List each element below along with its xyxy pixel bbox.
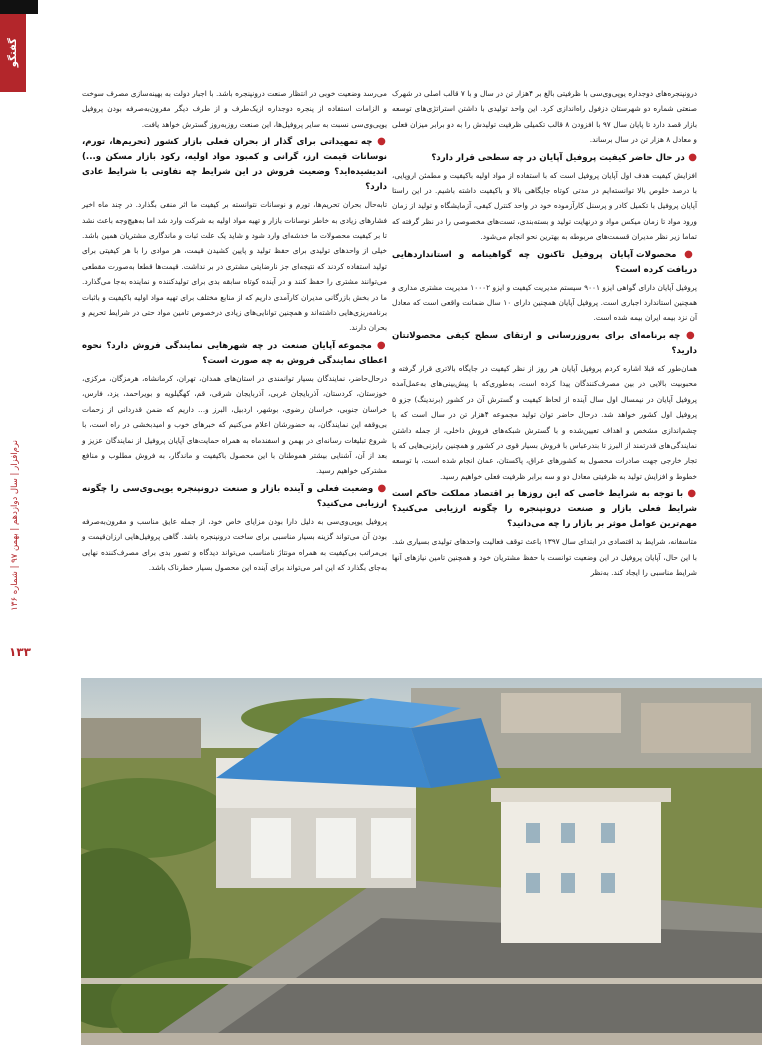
answer-paragraph [392,361,697,484]
factory-aerial-photo [81,678,762,1045]
factory-illustration [81,678,762,1045]
issue-info-text: نرم‌افزار | سال دوازدهم | بهمن ۹۷ | شماره ۱۳۶ [10,439,20,611]
question-text: در حال حاضر کیفیت پروفیل آپایان در چه سطحی قرار دارد؟ [431,152,685,163]
question-text: مجموعه آپایان صنعت در چه شهرهایی نمایندگی فروش دارد؟ نحوه اعطای نمایندگی فروش به چه صورت است؟ [82,340,387,366]
paragraph-text: می‌رسد وضعیت خوبی در انتظار صنعت درونپنجره باشد. با اجبار دولت به بهینه‌سازی مصرف سوخت و الزامات استفاده از پنجره دوجداره ازیک‌طرف و از طرف دیگر مقرون‌به‌صرفه بودن پروفیل یوپی‌وی‌سی نسبت به سایر پروفیل‌ها، این صنعت روزبه‌روز گسترش خواهد یافت. [82,89,387,129]
question-text: با توجه به شرایط خاصی که این روزها بر اقتصاد مملکت حاکم است شرایط فعلی بازار و صنعت درونپنجره را چگونه ارزیابی می‌کنید؟ مهم‌ترین عوامل موثر بر بازار را چه می‌دانید؟ [392,489,697,530]
bullet-icon: ● [676,248,697,260]
bullet-icon: ● [373,482,387,494]
answer-paragraph [82,197,387,336]
question-heading [392,328,697,359]
answer-paragraph [392,534,697,580]
question-heading [392,247,697,278]
issue-info [4,405,26,645]
corner-mark [0,0,38,14]
question-heading [392,150,697,166]
paragraph-text: درونپنجره‌های دوجداره یوپی‌وی‌سی با ظرفیتی بالغ بر ۴هزار تن در سال و با ۷ قالب اصلی در شهرک صنعتی شماره دو شهرستان دزفول راه‌اندازی کرد. این واحد تولیدی با داشتن استراتژی‌های توسعه بازار قصد دارد تا پایان سال ۹۷ با افزودن ۸ قالب تکمیلی ظرفیت تولیدش را به دو برابر میزان فعلی و معادل ۸ هزار تن در سال برساند. [392,89,697,145]
bullet-icon: ● [680,329,697,341]
question-heading [82,338,387,369]
paragraph-text: پروفیل آپایان دارای گواهی ایزو ۹۰۰۱ سیستم مدیریت کیفیت و ایزو ۱۰۰۰۲ مدیریت مشتری مداری و همچنین استاندارد اجباری است. پروفیل آپایان همچنین دارای ۱۰ سال ضمانت واقعی است که معادل آن نزد بیمه ایران بیمه شده است. [392,282,698,323]
question-heading [82,134,387,195]
answer-paragraph [82,86,387,132]
question-text: چه برنامه‌ای برای به‌روزرسانی و ارتقای سطح کیفی محصولاتتان دارید؟ [392,330,697,356]
right-column [392,86,697,581]
answer-paragraph [392,168,697,245]
bullet-icon: ● [683,488,697,500]
question-text: محصولات آپایان پروفیل تاکنون چه گواهینامه و استانداردهایی دریافت کرده است؟ [392,249,697,275]
paragraph-text: افزایش کیفیت هدف اول آپایان پروفیل است که با استفاده از مواد اولیه باکیفیت و مطمئن اروپایی، با درصد خلوص بالا توانسته‌ایم در مدتی کوتاه جایگاهی بالا و باکیفیت داشته باشیم. در این راستا آپایان پروفیل با تکمیل کادر و پرسنل کارآزموده خود در واحد کنترل کیفی، آزمایشگاه و تولید از زمان ورود مواد تا زمان میکس مواد و درنهایت تولید و بسته‌بندی، تست‌های مخصوصی را در نظر گرفته که تماما زیر نظر مدیران قسمت‌های مربوطه به بهترین نحو انجام می‌شود. [392,170,697,242]
section-tab-label: گفتگو [7,38,19,68]
bullet-icon: ● [371,339,387,351]
answer-paragraph [82,371,387,479]
answer-paragraph [392,86,697,148]
paragraph-text: متاسفانه، شرایط بد اقتصادی در ابتدای سال ۱۳۹۷ باعث توقف فعالیت واحدهای تولیدی بسیاری شد. با این حال، آپایان پروفیل در این وضعیت توانست با حفظ مشتریان خود و همچنین تامین نیازهای آنها شرایط مناسبی را ایجاد کند. به‌نظر [392,537,697,577]
paragraph-text: درحال‌حاضر، نمایندگان بسیار توانمندی در استان‌های همدان، تهران، کرمانشاه، هرمزگان، مرکزی، خوزستان، کردستان، آذربایجان غربی، آذربایجان شرقی، قم، کهگیلویه و بویراحمد، یزد، فارس، خراسان جنوبی، خراسان رضوی، بوشهر، اردبیل، البرز و... داریم که ضمن قدردانی از زحمات بی‌وقفه این نمایندگان، به حضورشان اعلام می‌کنیم که خبرهای خوب و امیدبخشی در راه است، با شروع تبلیغات رسانه‌ای در بهمن و اسفندماه به همراه حمایت‌های آپایان پروفیل از نمایندگان عزیز و بعد از آن، آشنایی بیشتر هموطنان با این محصول باکیفیت و ماندگار، به فروش مطلوب و منافع مشترکی خواهیم رسید. [82,373,387,476]
paragraph-text: تابه‌حال بحران تحریم‌ها، تورم و نوسانات نتوانسته بر کیفیت ما اثر منفی بگذارد. در چند ماه اخیر فشارهای زیادی به خاطر نوسانات بازار و تهیه مواد اولیه به شرکت وارد شد اما به‌هیچ‌وجه باعث نشد تا بر کیفیت محصولات ما خدشه‌ای وارد شود و شاید یک علت ثبات و ماندگاری مشتریان همین باشد. خیلی از واحدهای تولیدی برای حفظ تولید و پایین کشیدن قیمت، هر موادی را با هر کیفیتی برای تولید استفاده کردند که نتیجه‌ای جز نارضایتی مشتری در بر نداشت. قیمت‌ها قطعا به‌صورت مقطعی می‌توانند مشتری را حفظ کنند و در آینده کوتاه سابقه بدی برای تولیدکننده و نماینده به‌جا می‌گذارد. ما در بخش بازرگانی مدیران کارآمدی داریم که از منابع مختلف برای تهیه مواد اولیه باکیفیت و باثبات برنامه‌ریزی‌هایی داشته‌اند و همچنین توانایی‌های زیادی درخصوص تامین مواد حتی در شرایط تحریم و بحران دارند. [82,200,387,333]
paragraph-text: پروفیل یوپی‌وی‌سی به دلیل دارا بودن مزایای خاص خود، از جمله عایق مناسب و مقرون‌به‌صرفه بودن آن می‌تواند گزینه بسیار مناسبی برای ساخت درونپنجره باشد. گاهی پروفیل‌هایی ارزان‌قیمت و بی‌مراتب بی‌کیفیت به همراه مونتاژ نامناسب می‌تواند دیدگاه و تصور بدی برای مصرف‌کننده نهایی به‌جای بگذارد که این امر می‌تواند برای آینده این محصول بسیار خطرناک باشد. [82,516,387,572]
question-text: چه تمهیداتی برای گذار از بحران فعلی بازار کشور (تحریم‌ها، تورم، نوسانات قیمت ارز، گرانی و کمبود مواد اولیه، رکود بازار مسکن و...) اندیشیده‌اید؟ وضعیت فروش در این شرایط چه تفاوتی با شرایط عادی دارد؟ [82,137,387,193]
left-column [82,86,387,576]
question-text: وضعیت فعلی و آینده بازار و صنعت درونپنجره یوپی‌وی‌سی را چگونه ارزیابی می‌کنید؟ [82,483,387,509]
answer-paragraph [392,280,697,326]
page-number: ۱۳۳ [9,645,31,659]
question-heading [392,486,697,532]
bullet-icon: ● [684,151,697,163]
bullet-icon: ● [372,136,387,148]
paragraph-text: همان‌طور که قبلا اشاره کردم پروفیل آپایان هر روز از نظر کیفیت در جایگاه بالاتری قرار گرفته و محبوبیت بالایی در بین مصرف‌کنندگان پیدا کرده است، به‌طوری‌که با پیش‌بینی‌های به‌عمل‌آمده پروفیل آپایان در نیمسال اول سال آینده از لحاظ کیفیت و گسترش آن در کشور (برندینگ) جزو ۵ پروفیل اول کشور خواهد شد. درحال حاضر توان تولید مجموعه ۴هزار تن در سال است که با چشم‌اندازی مشخص و اهداف تعیین‌شده و با گسترش شبکه‌های فروش داخلی، از جمله داشتن نمایندگی‌های قدرتمند از البرز تا بندرعباس با فروش بسیار قوی در کشور و همچنین رایزنی‌هایی که با تجار خارجی جهت صادرات محصول به کشورهای عراق، پاکستان، عمان انجام شده است، با توسعه خطوط و افزایش تولید به ظرفیتی معادل دو و سه برابر ظرفیت فعلی خواهیم رسید. [392,363,698,481]
question-heading [82,481,387,512]
answer-paragraph [82,514,387,576]
section-tab [0,14,26,92]
